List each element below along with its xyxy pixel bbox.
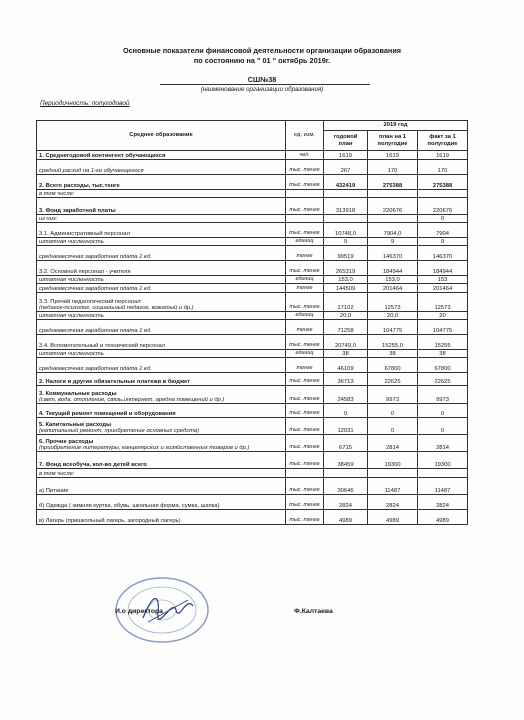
row-name (37, 469, 286, 478)
value-annual-plan: 10748,0 (324, 223, 368, 238)
table-row (37, 223, 468, 238)
value-half-fact: 146370 (418, 246, 468, 261)
row-label: в) Лагерь (пришкольный лагерь, загородный лагерь) (39, 517, 181, 524)
row-unit (286, 190, 324, 198)
row-unit: тыс. тенге (286, 160, 324, 175)
table-row (37, 238, 468, 246)
value-annual-plan: 38459 (324, 452, 368, 469)
value-annual-plan: 20,0 (324, 312, 368, 320)
row-name (37, 312, 286, 320)
row-name (37, 160, 286, 175)
header-unit: ед. изм. (286, 121, 324, 151)
table-row (37, 335, 468, 350)
value-half-fact: 22625 (418, 373, 468, 386)
row-label: 3.1. Административный персонал (39, 230, 130, 237)
row-unit: тыс. тенге (286, 478, 324, 495)
value-annual-plan: 1619 (324, 151, 368, 160)
value-annual-plan: 24583 (324, 386, 368, 404)
value-annual-plan: 313918 (324, 198, 368, 215)
row-unit (286, 215, 324, 223)
row-unit: тыс. тенге (286, 452, 324, 469)
row-name (37, 373, 286, 386)
value-annual-plan: 17102 (324, 293, 368, 312)
document-title: Основные показатели финансовой деятельности организации образования (122, 46, 402, 55)
header-name: Среднее образование (37, 121, 286, 151)
row-unit (286, 469, 324, 478)
table-row (37, 358, 468, 373)
value-half-fact: 9973 (418, 386, 468, 404)
value-annual-plan: 153,0 (324, 276, 368, 284)
row-name (37, 198, 286, 215)
value-half-fact (418, 469, 468, 478)
row-label: в том числе: (39, 190, 75, 197)
value-half-plan: 9 (368, 238, 418, 246)
value-half-plan: 184944 (368, 261, 418, 276)
value-half-plan: 275388 (368, 175, 418, 190)
value-half-plan: 0 (368, 418, 418, 435)
row-name (37, 452, 286, 469)
value-half-plan: 153,0 (368, 276, 418, 284)
row-unit: тыс. тенге (286, 435, 324, 452)
value-half-fact: 12573 (418, 293, 468, 312)
value-annual-plan: 4989 (324, 510, 368, 525)
row-label: средний расход на 1-го обучающегося (39, 167, 144, 174)
table-row (37, 198, 468, 215)
value-half-plan: 9973 (368, 386, 418, 404)
value-half-fact: 1619 (418, 151, 468, 160)
value-annual-plan: 46109 (324, 358, 368, 373)
row-label: 3. Коммунальные расходы (39, 390, 117, 397)
value-half-plan (368, 190, 418, 198)
organization-caption: (наименование организации образования) (200, 86, 324, 93)
row-unit: тыс. тенге (286, 386, 324, 404)
row-unit: тенге (286, 284, 324, 293)
value-half-plan (368, 469, 418, 478)
table-row (37, 373, 468, 386)
table-row (37, 495, 468, 510)
table-row (37, 478, 468, 495)
row-unit: единиц (286, 312, 324, 320)
row-label: 2. Всего расходы, тыс.тенге (39, 182, 120, 189)
value-annual-plan: 144509 (324, 284, 368, 293)
row-name (37, 175, 286, 190)
table-row (37, 386, 468, 404)
table-row (37, 190, 468, 198)
value-half-fact: 170 (418, 160, 468, 175)
row-unit: тенге (286, 358, 324, 373)
value-half-fact: 7904 (418, 223, 468, 238)
header-half-fact: факт за 1 полугодие (418, 131, 468, 151)
value-annual-plan: 0 (324, 404, 368, 418)
value-half-plan: 2814 (368, 435, 418, 452)
value-annual-plan: 9 (324, 238, 368, 246)
value-half-plan: 220676 (368, 198, 418, 215)
row-name (37, 190, 286, 198)
value-annual-plan: 38 (324, 350, 368, 358)
row-name (37, 215, 286, 223)
organization-underline (160, 84, 370, 85)
table-row (37, 293, 468, 312)
row-unit: тыс. тенге (286, 335, 324, 350)
value-half-plan: 15255,0 (368, 335, 418, 350)
signatory-title: И.о директора (115, 608, 163, 615)
organization-name: СШ№38 (247, 75, 277, 84)
document-date-line: по состоянию на " 01 " октябрь 2019г. (193, 56, 331, 65)
table-row (37, 320, 468, 335)
row-unit: тенге (286, 246, 324, 261)
value-half-plan: 19300 (368, 452, 418, 469)
table-row (37, 160, 468, 175)
value-annual-plan: 30646 (324, 478, 368, 495)
value-half-fact: 104775 (418, 320, 468, 335)
row-name (37, 246, 286, 261)
row-unit: тыс. тенге (286, 198, 324, 215)
row-label: штатная численность (39, 350, 104, 357)
value-half-fact: 9 (418, 238, 468, 246)
row-name (37, 238, 286, 246)
table-row (37, 215, 468, 223)
periodicity-label: Периодичность: полугодовой (40, 100, 130, 107)
value-half-plan: 201464 (368, 284, 418, 293)
row-label: среднемесячная заработная плата 1 ед. (39, 327, 152, 334)
table-row (37, 469, 468, 478)
table-row (37, 276, 468, 284)
financial-table (36, 120, 468, 525)
table-body (37, 151, 468, 525)
row-name (37, 358, 286, 373)
row-label: среднемесячная заработная плата 1 ед. (39, 285, 152, 292)
value-half-plan: 170 (368, 160, 418, 175)
row-label: 1. Среднегодовой контингент обучающихся (39, 152, 166, 159)
value-half-fact: 15255 (418, 335, 468, 350)
value-half-plan: 4989 (368, 510, 418, 525)
table-row (37, 452, 468, 469)
value-annual-plan: 71258 (324, 320, 368, 335)
row-name (37, 151, 286, 160)
row-sublabel: (свет, вода, отопление, связь,интернет, аредна помещений и др.) (39, 396, 225, 403)
row-label: среднемесячная заработная плата 1 ед. (39, 253, 152, 260)
value-annual-plan: 267 (324, 160, 368, 175)
row-unit: тыс. тенге (286, 261, 324, 276)
row-label: 4. Текущий ремонт помещений и оборудования (39, 410, 176, 417)
value-half-fact: 201464 (418, 284, 468, 293)
value-half-plan: 2824 (368, 495, 418, 510)
row-sublabel: (приобретение литературы, канцелярских и хозяйственных товаров и др.) (39, 444, 250, 451)
value-half-fact: 184944 (418, 261, 468, 276)
value-half-fact: 67800 (418, 358, 468, 373)
value-half-fact: 0 (418, 215, 468, 223)
header-half-plan: план на 1 полугодие (368, 131, 418, 151)
value-annual-plan: 6715 (324, 435, 368, 452)
row-name (37, 435, 286, 452)
value-annual-plan (324, 469, 368, 478)
value-half-plan: 38 (368, 350, 418, 358)
row-name (37, 350, 286, 358)
table-row (37, 435, 468, 452)
row-label: б) Одежда ( зимняя куртка, обувь, школьная форма, сумка, шапка) (39, 502, 220, 509)
value-annual-plan: 20749,0 (324, 335, 368, 350)
row-name (37, 418, 286, 435)
value-half-fact: 275388 (418, 175, 468, 190)
row-label: 2. Налоги и другие обязательные платежи в бюджет (39, 378, 191, 385)
value-annual-plan: 265319 (324, 261, 368, 276)
row-unit: тыс. тенге (286, 404, 324, 418)
value-annual-plan: 432419 (324, 175, 368, 190)
table-row (37, 175, 468, 190)
row-unit: тыс. тенге (286, 175, 324, 190)
row-unit: единиц (286, 238, 324, 246)
row-label: из них: (39, 215, 58, 222)
value-annual-plan (324, 215, 368, 223)
row-name (37, 495, 286, 510)
table-row (37, 261, 468, 276)
table-row (37, 404, 468, 418)
value-half-fact: 38 (418, 350, 468, 358)
table-row (37, 312, 468, 320)
header-annual-plan: годовой план (324, 131, 368, 151)
row-name (37, 284, 286, 293)
value-half-fact (418, 190, 468, 198)
row-label: 3. Фонд заработной платы (39, 207, 116, 214)
value-half-plan: 20,0 (368, 312, 418, 320)
value-half-fact: 0 (418, 404, 468, 418)
row-name (37, 223, 286, 238)
row-unit: тыс. тенге (286, 293, 324, 312)
row-unit: единиц (286, 276, 324, 284)
row-unit: чел. (286, 151, 324, 160)
value-half-fact: 2824 (418, 495, 468, 510)
row-unit: тыс. тенге (286, 373, 324, 386)
row-unit: тыс. тенге (286, 495, 324, 510)
value-half-plan: 146370 (368, 246, 418, 261)
row-label: 3.3. Прочий педагогический персонал (39, 298, 141, 305)
row-label: 7. Фонд всеобуча, кол-во детей всего (39, 461, 147, 468)
row-label: штатная численность (39, 312, 104, 319)
row-sublabel: (педагог-психолог, социальный педагог, вожатый и др.) (39, 304, 194, 311)
row-label: 3.2. Основной персонал - учителя (39, 268, 131, 275)
table-row (37, 350, 468, 358)
row-label: 6. Прочие расходы (39, 438, 94, 445)
table-row (37, 510, 468, 525)
row-name (37, 478, 286, 495)
row-label: 5. Капитальные расходы (39, 421, 112, 428)
row-unit: тенге (286, 320, 324, 335)
value-half-plan (368, 215, 418, 223)
row-unit: тыс. тенге (286, 223, 324, 238)
value-annual-plan: 36713 (324, 373, 368, 386)
value-half-fact: 11487 (418, 478, 468, 495)
header-year: 2019 год (324, 121, 468, 131)
value-half-fact: 153 (418, 276, 468, 284)
value-half-fact: 20 (418, 312, 468, 320)
signatory-name: Ф.Калтаева (294, 608, 333, 615)
value-half-plan: 7904,0 (368, 223, 418, 238)
row-label: 3.4. Вспомогательный и технический персонал (39, 342, 166, 349)
value-half-plan: 22625 (368, 373, 418, 386)
value-annual-plan: 99519 (324, 246, 368, 261)
row-sublabel: (капитальный ремонт, приобретение основных средств) (39, 427, 200, 434)
row-unit: единиц (286, 350, 324, 358)
value-half-fact: 220676 (418, 198, 468, 215)
row-label: штатная численность (39, 276, 104, 283)
value-half-fact: 0 (418, 418, 468, 435)
value-annual-plan: 2824 (324, 495, 368, 510)
row-unit: тыс. тенге (286, 418, 324, 435)
value-half-fact: 4989 (418, 510, 468, 525)
value-half-plan: 0 (368, 404, 418, 418)
row-label: а) Питание (39, 487, 69, 494)
row-name (37, 386, 286, 404)
value-half-plan: 11487 (368, 478, 418, 495)
table-row (37, 246, 468, 261)
value-annual-plan: 12031 (324, 418, 368, 435)
table-row (37, 151, 468, 160)
row-label: в том числе: (39, 470, 75, 477)
row-name (37, 293, 286, 312)
value-half-plan: 67800 (368, 358, 418, 373)
value-half-plan: 12573 (368, 293, 418, 312)
row-name (37, 261, 286, 276)
row-label: среднемесячная заработная плата 1 ед. (39, 365, 152, 372)
value-half-fact: 2814 (418, 435, 468, 452)
value-half-plan: 104775 (368, 320, 418, 335)
value-half-plan: 1619 (368, 151, 418, 160)
row-unit: тыс. тенге (286, 510, 324, 525)
table-row (37, 284, 468, 293)
row-label: штатная численность (39, 238, 104, 245)
row-name (37, 510, 286, 525)
row-name (37, 276, 286, 284)
value-annual-plan (324, 190, 368, 198)
row-name (37, 335, 286, 350)
value-half-fact: 19300 (418, 452, 468, 469)
table-row (37, 418, 468, 435)
row-name (37, 404, 286, 418)
row-name (37, 320, 286, 335)
